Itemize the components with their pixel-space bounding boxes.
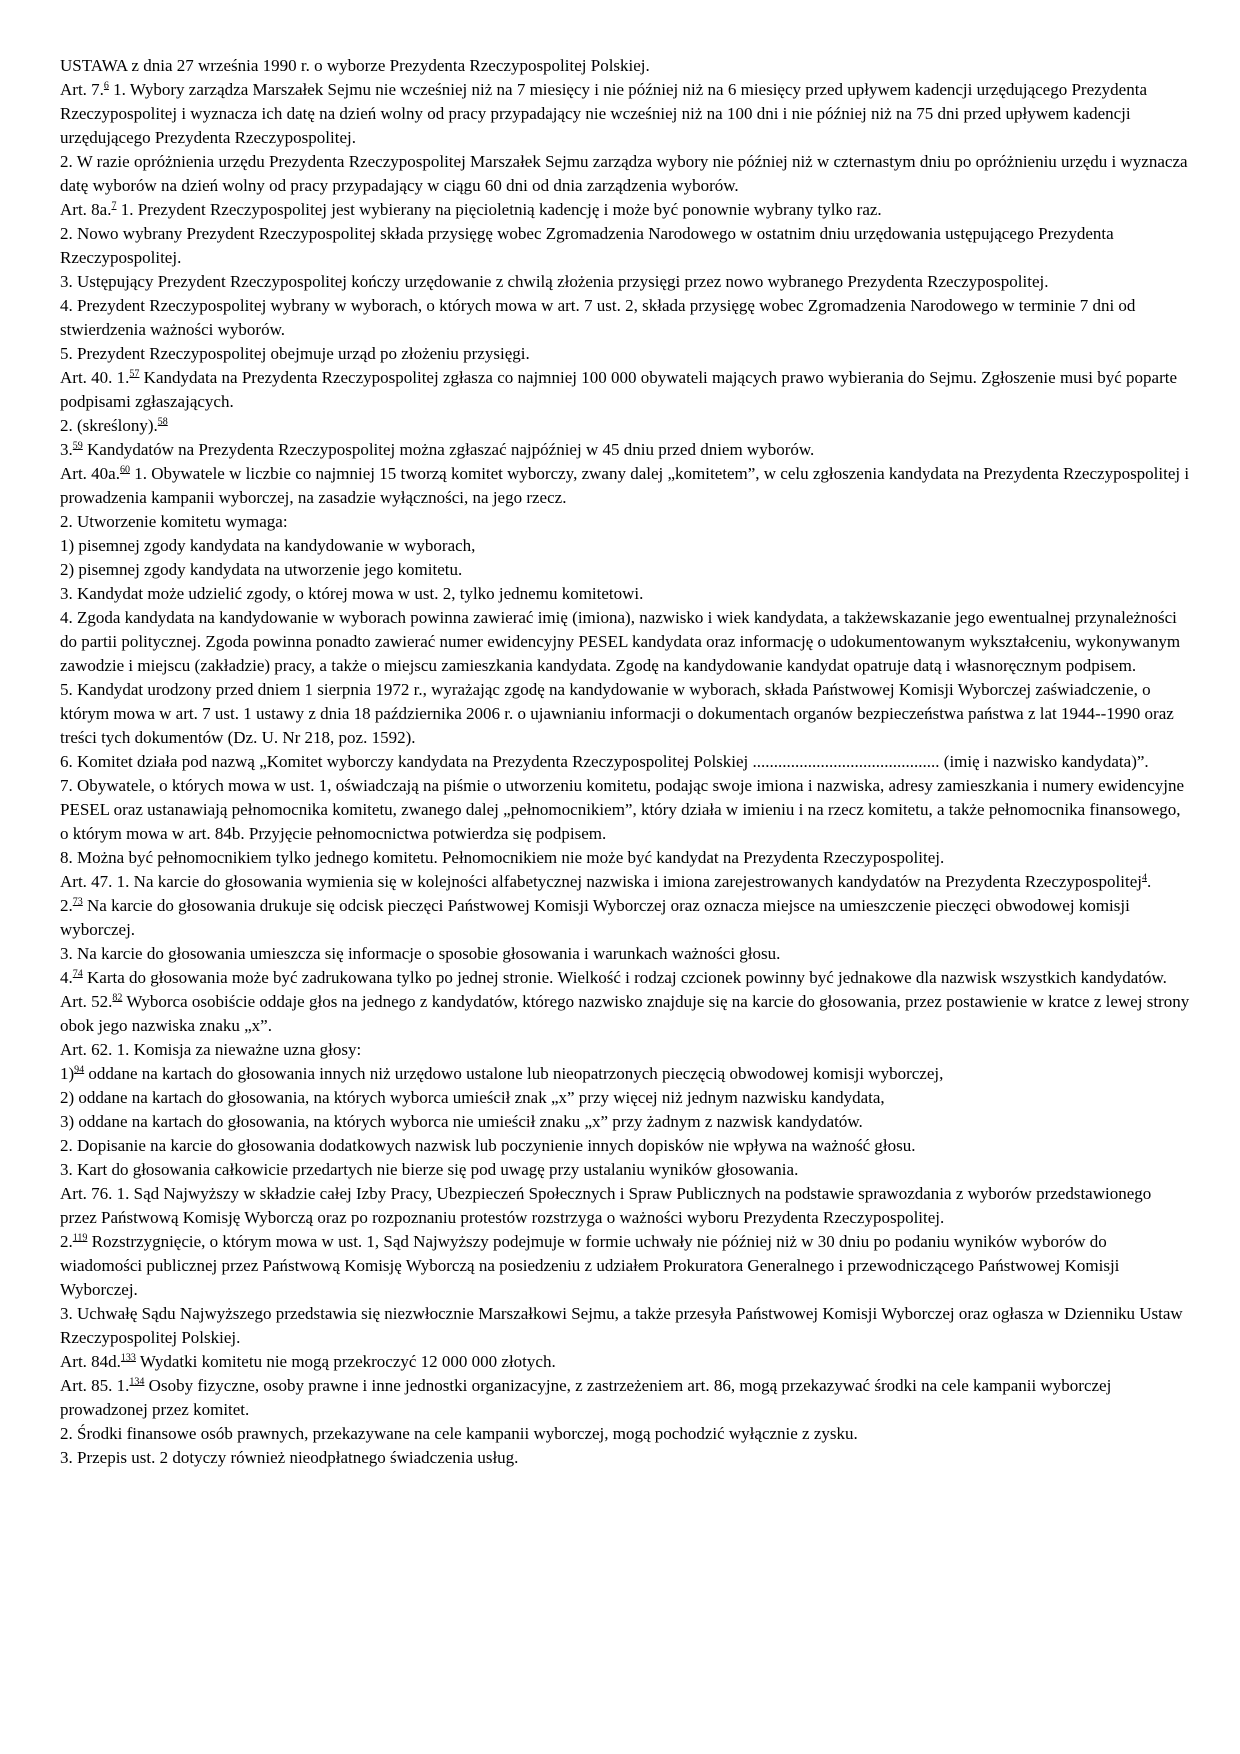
paragraph-text: 1) pisemnej zgody kandydata na kandydowanie w wyborach, bbox=[60, 536, 476, 555]
footnote-ref[interactable]: 134 bbox=[129, 1376, 145, 1388]
paragraph-text: Wyborca osobiście oddaje głos na jednego z kandydatów, którego nazwisko znajduje się na karcie do głosowania, przez postawienie w kratce z lewej strony obok jego nazwiska znaku „x”. bbox=[60, 992, 1190, 1035]
paragraph-text: 2. bbox=[60, 1232, 73, 1251]
paragraph bbox=[60, 750, 1190, 774]
paragraph-text: Art. 47. 1. Na karcie do głosowania wymienia się w kolejności alfabetycznej nazwiska i imiona zarejestrowanych kandydatów na Prezydenta Rzeczypospolitej bbox=[60, 872, 1142, 891]
document-body bbox=[60, 54, 1190, 1470]
paragraph bbox=[60, 558, 1190, 582]
paragraph bbox=[60, 1086, 1190, 1110]
paragraph-text: Wydatki komitetu nie mogą przekroczyć 12 000 000 złotych. bbox=[135, 1352, 556, 1371]
paragraph-text: 3. Kart do głosowania całkowicie przedartych nie bierze się pod uwagę przy ustalaniu wyników głosowania. bbox=[60, 1160, 799, 1179]
paragraph-text: Kandydatów na Prezydenta Rzeczypospolitej można zgłaszać najpóźniej w 45 dniu przed dniem wyborów. bbox=[82, 440, 815, 459]
footnote-ref[interactable]: 7 bbox=[111, 200, 117, 212]
footnote-ref[interactable]: 119 bbox=[72, 1232, 88, 1244]
paragraph-text: 1. Wybory zarządza Marszałek Sejmu nie wcześniej niż na 7 miesięcy i nie później niż na 6 miesięcy przed upływem kadencji urzędującego Prezydenta Rzeczypospolitej i wyznacza ich datę na dzień wolny od pracy przypadający nie wcześniej niż na 100 dni i nie później niż na 75 dni przed upływem kadencji urzędującego Prezydenta Rzeczypospolitej. bbox=[60, 80, 1148, 147]
paragraph-text: 3) oddane na kartach do głosowania, na których wyborca nie umieścił znaku „x” przy żadnym z nazwisk kandydatów. bbox=[60, 1112, 863, 1131]
paragraph-text: Kandydata na Prezydenta Rzeczypospolitej zgłasza co najmniej 100 000 obywateli mających prawo wybierania do Sejmu. Zgłoszenie musi być poparte podpisami zgłaszających. bbox=[60, 368, 1178, 411]
paragraph-text: 4. bbox=[60, 968, 73, 987]
paragraph bbox=[60, 1446, 1190, 1470]
paragraph bbox=[60, 414, 1190, 438]
paragraph bbox=[60, 462, 1190, 510]
paragraph-text: . bbox=[1146, 872, 1152, 891]
paragraph-text: 2) pisemnej zgody kandydata na utworzenie jego komitetu. bbox=[60, 560, 463, 579]
paragraph bbox=[60, 1422, 1190, 1446]
paragraph-text: 2. (skreślony). bbox=[60, 416, 158, 435]
paragraph bbox=[60, 1038, 1190, 1062]
paragraph bbox=[60, 846, 1190, 870]
paragraph bbox=[60, 1134, 1190, 1158]
paragraph-text: 3. Ustępujący Prezydent Rzeczypospolitej kończy urzędowanie z chwilą złożenia przysięgi przez nowo wybranego Prezydenta Rzeczypospolitej. bbox=[60, 272, 1049, 291]
paragraph bbox=[60, 534, 1190, 558]
paragraph bbox=[60, 774, 1190, 846]
footnote-ref[interactable]: 73 bbox=[72, 896, 83, 908]
paragraph bbox=[60, 294, 1190, 342]
paragraph bbox=[60, 1230, 1190, 1302]
paragraph-text: 2. Dopisanie na karcie do głosowania dodatkowych nazwisk lub poczynienie innych dopisków nie wpływa na ważność głosu. bbox=[60, 1136, 916, 1155]
paragraph-text: 2. Utworzenie komitetu wymaga: bbox=[60, 512, 288, 531]
paragraph bbox=[60, 366, 1190, 414]
paragraph-text: Art. 40. 1. bbox=[60, 368, 130, 387]
paragraph-text: 2. Środki finansowe osób prawnych, przekazywane na cele kampanii wyborczej, mogą pochodzić wyłącznie z zysku. bbox=[60, 1424, 858, 1443]
paragraph bbox=[60, 966, 1190, 990]
paragraph bbox=[60, 894, 1190, 942]
paragraph-text: Art. 84d. bbox=[60, 1352, 121, 1371]
document-title: USTAWA z dnia 27 września 1990 r. o wyborze Prezydenta Rzeczypospolitej Polskiej. bbox=[60, 56, 650, 75]
paragraph bbox=[60, 990, 1190, 1038]
paragraph-text: 4. Prezydent Rzeczypospolitej wybrany w wyborach, o których mowa w art. 7 ust. 2, składa przysięgę wobec Zgromadzenia Narodowego w terminie 7 dni od stwierdzenia ważności wyborów. bbox=[60, 296, 1136, 339]
paragraph-text: Art. 8a. bbox=[60, 200, 112, 219]
paragraph-list bbox=[60, 78, 1190, 1470]
paragraph-text: Art. 7. bbox=[60, 80, 104, 99]
paragraph bbox=[60, 1374, 1190, 1422]
paragraph bbox=[60, 270, 1190, 294]
paragraph-text: Karta do głosowania może być zadrukowana tylko po jednej stronie. Wielkość i rodzaj czcionek powinny być jednakowe dla nazwisk wszystkich kandydatów. bbox=[82, 968, 1167, 987]
paragraph bbox=[60, 678, 1190, 750]
paragraph bbox=[60, 438, 1190, 462]
paragraph-text: 2. bbox=[60, 896, 73, 915]
paragraph-text: 8. Można być pełnomocnikiem tylko jednego komitetu. Pełnomocnikiem nie może być kandydat na Prezydenta Rzeczypospolitej. bbox=[60, 848, 945, 867]
paragraph bbox=[60, 78, 1190, 150]
paragraph bbox=[60, 942, 1190, 966]
footnote-ref[interactable]: 94 bbox=[74, 1064, 85, 1076]
footnote-ref[interactable]: 59 bbox=[72, 440, 83, 452]
paragraph-text: Rozstrzygnięcie, o którym mowa w ust. 1, Sąd Najwyższy podejmuje w formie uchwały nie później niż w 30 dniu po podaniu wyników wyborów do wiadomości publicznej przez Państwową Komisję Wyborczą na posiedzeniu z udziałem Prokuratora Generalnego i przewodniczącego Państwowej Komisji Wyborczej. bbox=[60, 1232, 1120, 1299]
paragraph-text: Art. 62. 1. Komisja za nieważne uzna głosy: bbox=[60, 1040, 362, 1059]
paragraph-text: Art. 52. bbox=[60, 992, 113, 1011]
paragraph-text: 3. Uchwałę Sądu Najwyższego przedstawia się niezwłocznie Marszałkowi Sejmu, a także przesyła Państwowej Komisji Wyborczej oraz ogłasza w Dzienniku Ustaw Rzeczypospolitej Polskiej. bbox=[60, 1304, 1183, 1347]
paragraph-text: 2. W razie opróżnienia urzędu Prezydenta Rzeczypospolitej Marszałek Sejmu zarządza wybory nie później niż w czternastym dniu po opróżnieniu urzędu i wyznacza datę wyborów na dzień wolny od pracy przypadający w ciągu 60 dni od dnia zarządzenia wyborów. bbox=[60, 152, 1188, 195]
paragraph-text: Art. 40a. bbox=[60, 464, 120, 483]
paragraph-text: oddane na kartach do głosowania innych niż urzędowo ustalone lub nieopatrzonych pieczęcią obwodowej komisji wyborczej, bbox=[84, 1064, 944, 1083]
footnote-ref[interactable]: 74 bbox=[72, 968, 83, 980]
paragraph bbox=[60, 1158, 1190, 1182]
paragraph-text: 3. Na karcie do głosowania umieszcza się informacje o sposobie głosowania i warunkach ważności głosu. bbox=[60, 944, 781, 963]
paragraph-text: 1. Prezydent Rzeczypospolitej jest wybierany na pięcioletnią kadencję i może być ponownie wybrany tylko raz. bbox=[116, 200, 882, 219]
paragraph bbox=[60, 1062, 1190, 1086]
paragraph-text: 3. Kandydat może udzielić zgody, o której mowa w ust. 2, tylko jednemu komitetowi. bbox=[60, 584, 644, 603]
paragraph-text: 7. Obywatele, o których mowa w ust. 1, oświadczają na piśmie o utworzeniu komitetu, podając swoje imiona i nazwiska, adresy zamieszkania i numery ewidencyjne PESEL oraz ustanawiają pełnomocnika komitetu, zwanego dalej „pełnomocnikiem”, który działa w imieniu i na rzecz komitetu, a także pełnomocnika finansowego, o którym mowa w art. 84b. Przyjęcie pełnomocnictwa potwierdza się podpisem. bbox=[60, 776, 1185, 843]
footnote-ref[interactable]: 58 bbox=[157, 416, 168, 428]
paragraph bbox=[60, 342, 1190, 366]
footnote-ref[interactable]: 4 bbox=[1141, 872, 1147, 884]
paragraph bbox=[60, 510, 1190, 534]
paragraph bbox=[60, 1182, 1190, 1230]
paragraph-text: Na karcie do głosowania drukuje się odcisk pieczęci Państwowej Komisji Wyborczej oraz oznacza miejsce na umieszczenie pieczęci obwodowej komisji wyborczej. bbox=[60, 896, 1130, 939]
footnote-ref[interactable]: 6 bbox=[103, 80, 109, 92]
paragraph-text: 2) oddane na kartach do głosowania, na których wyborca umieścił znak „x” przy więcej niż jednym nazwisku kandydata, bbox=[60, 1088, 885, 1107]
footnote-ref[interactable]: 82 bbox=[112, 992, 123, 1004]
paragraph bbox=[60, 1110, 1190, 1134]
paragraph-text: 4. Zgoda kandydata na kandydowanie w wyborach powinna zawierać imię (imiona), nazwisko i wiek kandydata, a takżewskazanie jego ewentualnej przynależności do partii politycznej. Zgoda powinna ponadto zawierać numer ewidencyjny PESEL kandydata oraz informację o udokumentowanym wykształceniu, wykonywanym zawodzie i miejscu (zakładzie) pracy, a także o miejscu zamieszkania kandydata. Zgodę na kandydowanie kandydat opatruje datą i własnoręcznym podpisem. bbox=[60, 608, 1181, 675]
footnote-ref[interactable]: 133 bbox=[120, 1352, 136, 1364]
paragraph-text: 5. Kandydat urodzony przed dniem 1 sierpnia 1972 r., wyrażając zgodę na kandydowanie w wyborach, składa Państwowej Komisji Wyborczej zaświadczenie, o którym mowa w art. 7 ust. 1 ustawy z dnia 18 października 2006 r. o ujawnianiu informacji o dokumentach organów bezpieczeństwa państwa z lat 1944--1990 oraz treści tych dokumentów (Dz. U. Nr 218, poz. 1592). bbox=[60, 680, 1174, 747]
paragraph-text: 1. Obywatele w liczbie co najmniej 15 tworzą komitet wyborczy, zwany dalej „komitetem”, w celu zgłoszenia kandydata na Prezydenta Rzeczypospolitej i prowadzenia kampanii wyborczej, na zasadzie wyłączności, na jego rzecz. bbox=[60, 464, 1190, 507]
paragraph-text: Art. 76. 1. Sąd Najwyższy w składzie całej Izby Pracy, Ubezpieczeń Społecznych i Spraw Publicznych na podstawie sprawozdania z wyborów przedstawionego przez Państwową Komisję Wyborczą oraz po rozpoznaniu protestów rozstrzyga o ważności wyboru Prezydenta Rzeczypospolitej. bbox=[60, 1184, 1152, 1227]
paragraph bbox=[60, 198, 1190, 222]
paragraph-text: 6. Komitet działa pod nazwą „Komitet wyborczy kandydata na Prezydenta Rzeczypospolitej Polskiej ............................................ (imię i nazwisko kandydata)”. bbox=[60, 752, 1149, 771]
paragraph-text: 3. bbox=[60, 440, 73, 459]
paragraph-text: Art. 85. 1. bbox=[60, 1376, 130, 1395]
paragraph-text: 5. Prezydent Rzeczypospolitej obejmuje urząd po złożeniu przysięgi. bbox=[60, 344, 530, 363]
paragraph-text: Osoby fizyczne, osoby prawne i inne jednostki organizacyjne, z zastrzeżeniem art. 86, mogą przekazywać środki na cele kampanii wyborczej prowadzonej przez komitet. bbox=[60, 1376, 1112, 1419]
footnote-ref[interactable]: 60 bbox=[119, 464, 130, 476]
paragraph-text: 2. Nowo wybrany Prezydent Rzeczypospolitej składa przysięgę wobec Zgromadzenia Narodowego w ostatnim dniu urzędowania ustępującego Prezydenta Rzeczypospolitej. bbox=[60, 224, 1114, 267]
paragraph bbox=[60, 582, 1190, 606]
footnote-ref[interactable]: 57 bbox=[129, 368, 140, 380]
paragraph-text: 1) bbox=[60, 1064, 75, 1083]
paragraph bbox=[60, 222, 1190, 270]
paragraph bbox=[60, 150, 1190, 198]
paragraph bbox=[60, 1302, 1190, 1350]
paragraph bbox=[60, 1350, 1190, 1374]
paragraph bbox=[60, 606, 1190, 678]
paragraph-text: 3. Przepis ust. 2 dotyczy również nieodpłatnego świadczenia usług. bbox=[60, 1448, 519, 1467]
paragraph bbox=[60, 870, 1190, 894]
